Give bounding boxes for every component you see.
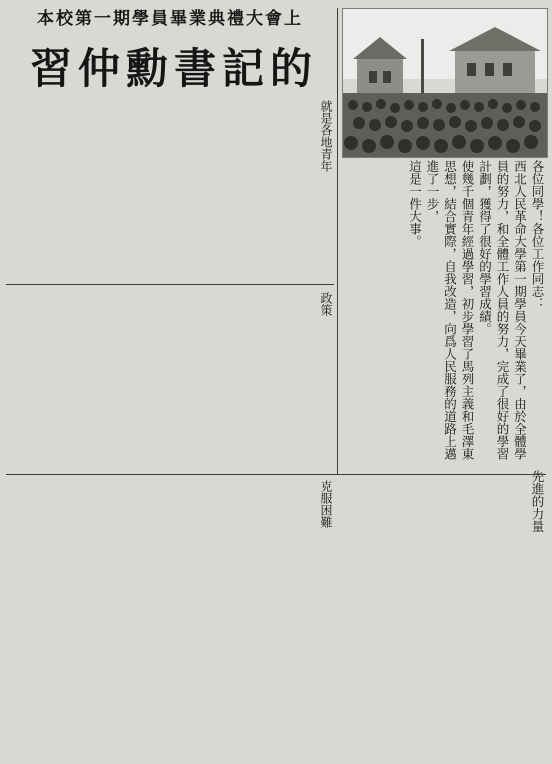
ceremony-photo-image	[343, 9, 547, 157]
article-headline: 習仲勳書記的	[29, 44, 318, 93]
article-column-5: 克服困難	[319, 480, 333, 528]
ceremony-photo	[342, 8, 548, 158]
article-column-4: 先進的力量	[530, 470, 545, 533]
article-column-2: 就是各地青年	[319, 100, 333, 172]
article-supertitle: 本校第一期學員畢業典禮大會上	[37, 9, 303, 29]
article-column-3: 政策	[319, 292, 333, 316]
column-divider-1	[6, 284, 334, 285]
article-column-1: 各位同學！各位工作同志： 西北人民革命大學第一期學員今天畢業了，由於全體學員的努力，和全體工作人員的努力，完成了很好的學習計劃，獲得了很好的學習成績。 使幾千個青年經過學習，初步學習了馬列主義和毛澤東思想，結合實際，自我改造，向爲人民服務的道路上邁進了一步， 這是一件大事。	[407, 160, 545, 460]
